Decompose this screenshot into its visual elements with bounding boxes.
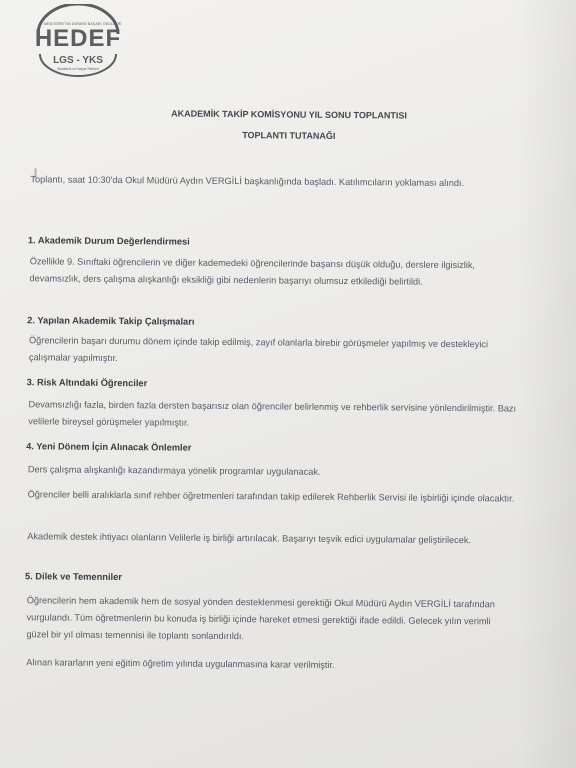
logo-tagline: Akademik ve Kariyer Rehberi <box>57 67 99 71</box>
section-4-paragraph-1: Ders çalışma alışkanlığı kazandırmaya yönelik programlar uygulanacak. <box>27 464 321 477</box>
section-2-paragraph: Öğrencilerin başarı durumu dönem içinde takip edilmiş, zayıf olanlarla birebir görüşmeler yapılmış ve destekleyici çalışmalar yapılmıştır. <box>28 335 489 364</box>
section-heading-3: 3. Risk Altındaki Öğrenciler <box>26 377 148 389</box>
logo-subtitle: LGS - YKS <box>53 55 103 66</box>
document-title: AKADEMİK TAKİP KOMİSYONU YIL SONU TOPLANTISI <box>171 108 407 121</box>
section-heading-4: 4. Yeni Dönem İçin Alınacak Önlemler <box>26 441 192 453</box>
logo-brand: HEDEF <box>34 25 122 52</box>
section-4-paragraph-2: Öğrenciler belli aralıklarla sınıf rehber öğretmenleri tarafından takip edilerek Rehberlik Servisi ile işbirliği içinde olacaktır. <box>27 489 515 504</box>
section-heading-5: 5. Dilek ve Temenniler <box>24 571 122 583</box>
intro-paragraph: Toplantı, saat 10:30'da Okul Müdürü Aydın VERGİLİ başkanlığında başladı. Katılımcıların yoklaması alındı. <box>30 174 465 189</box>
section-heading-1: 1. Akademik Durum Değerlendirmesi <box>27 235 190 247</box>
section-3-paragraph: Devamsızlığı fazla, birden fazla dersten başarısız olan öğrenciler belirlenmiş ve rehberlik servisine yönlendirilmiştir. Bazı velilerle bireysel görüşmeler yapılmıştır. <box>28 399 517 428</box>
section-1-paragraph: Özellikle 9. Sınıftaki öğrencilerin ve diğer kademedeki öğrencilerinde başarısı düşük olduğu, derslere ilgisizlik, devamsızlık, ders çalışma alışkanlığı eksikliği gibi nedenlerin başarıyı olumsuz etkilediği belirtildi. <box>29 256 476 287</box>
section-4-paragraph-3: Akademik destek ihtiyacı olanların Velilerle iş birliği artırılacak. Başarıyı teşvik edici uygulamalar geliştirilecek. <box>27 531 472 546</box>
document-subtitle: TOPLANTI TUTANAĞI <box>242 130 336 141</box>
section-5-paragraph-2: Alınan kararların yeni eğitim öğretim yılında uygulanmasına karar verilmiştir. <box>26 657 335 670</box>
logo-small-text: MEB ÖĞRETİM DÖNEMİ BAŞARI ÖDÜLLERİ <box>44 22 122 26</box>
section-5-paragraph-1: Öğrencilerin hem akademik hem de sosyal yönden desteklenmesi gerektiği Okul Müdürü Aydın VERGİLİ tarafından vurgulandı. Tüm öğretmenlerin bu konuda iş birliği içinde hareket etmesi gerektiği ifade edildi. Gelecek yılın verimli güzel bir yıl olması temennisi ile toplantı sonlandırıldı. <box>26 595 495 642</box>
section-heading-2: 2. Yapılan Akademik Takip Çalışmaları <box>27 315 195 327</box>
